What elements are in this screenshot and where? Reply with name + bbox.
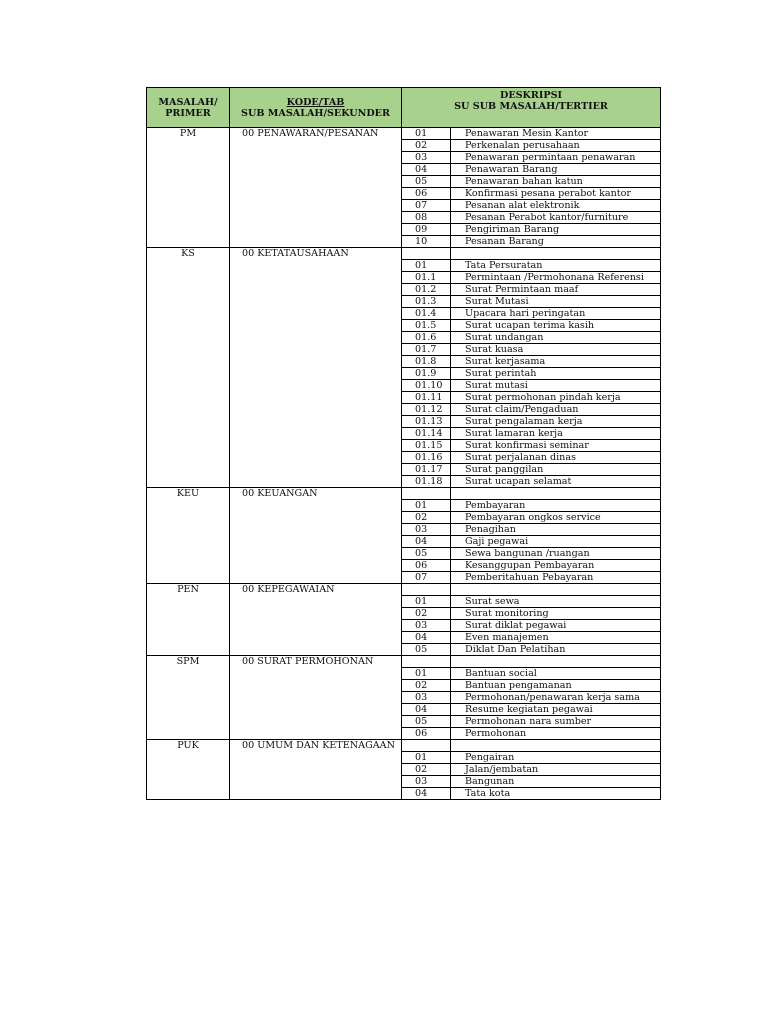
tertiary-code: 01.3 [402, 296, 451, 308]
tertiary-code: 01.4 [402, 308, 451, 320]
tertiary-description: Penawaran Mesin Kantor [451, 128, 661, 140]
tertiary-code: 03 [402, 692, 451, 704]
tertiary-code: 01 [402, 752, 451, 764]
tertiary-code: 06 [402, 560, 451, 572]
tertiary-description: Bantuan pengamanan [451, 680, 661, 692]
tertiary-code: 01.10 [402, 380, 451, 392]
tertiary-code: 01 [402, 260, 451, 272]
tertiary-code: 02 [402, 608, 451, 620]
tertiary-description: Penawaran Barang [451, 164, 661, 176]
table-row [147, 248, 661, 260]
secondary-category: 00 KEUANGAN [230, 488, 402, 584]
header-secondary-line1: KODE/TAB [286, 96, 345, 108]
tertiary-description: Bangunan [451, 776, 661, 788]
empty-code-cell [402, 740, 451, 752]
empty-description-cell [451, 740, 661, 752]
tertiary-description: Surat mutasi [451, 380, 661, 392]
secondary-category: 00 SURAT PERMOHONAN [230, 656, 402, 740]
empty-code-cell [402, 584, 451, 596]
tertiary-code: 01.14 [402, 428, 451, 440]
header-tertiary [402, 88, 661, 128]
tertiary-description: Permohonan nara sumber [451, 716, 661, 728]
tertiary-code: 03 [402, 776, 451, 788]
tertiary-code: 03 [402, 620, 451, 632]
tertiary-code: 01.13 [402, 416, 451, 428]
table-row [147, 128, 661, 140]
tertiary-description: Pengiriman Barang [451, 224, 661, 236]
tertiary-description: Bantuan social [451, 668, 661, 680]
header-primary [147, 88, 230, 128]
tertiary-description: Tata Persuratan [451, 260, 661, 272]
tertiary-code: 04 [402, 536, 451, 548]
tertiary-code: 10 [402, 236, 451, 248]
tertiary-description: Surat ucapan terima kasih [451, 320, 661, 332]
tertiary-code: 01.12 [402, 404, 451, 416]
tertiary-description: Penawaran permintaan penawaran [451, 152, 661, 164]
table-row [147, 740, 661, 752]
tertiary-code: 01.1 [402, 272, 451, 284]
header-secondary-line2: SUB MASALAH/SEKUNDER [241, 107, 390, 119]
tertiary-description: Perkenalan perusahaan [451, 140, 661, 152]
tertiary-code: 04 [402, 704, 451, 716]
tertiary-description: Pesanan alat elektronik [451, 200, 661, 212]
header-tertiary-line2: SU SUB MASALAH/TERTIER [454, 101, 608, 112]
primary-code: SPM [147, 656, 230, 740]
tertiary-description: Resume kegiatan pegawai [451, 704, 661, 716]
tertiary-description: Diklat Dan Pelatihan [451, 644, 661, 656]
tertiary-description: Permohonan [451, 728, 661, 740]
tertiary-description: Konfirmasi pesana perabot kantor [451, 188, 661, 200]
tertiary-description: Surat diklat pegawai [451, 620, 661, 632]
tertiary-code: 06 [402, 728, 451, 740]
tertiary-code: 01.18 [402, 476, 451, 488]
tertiary-description: Surat undangan [451, 332, 661, 344]
tertiary-code: 01.16 [402, 452, 451, 464]
tertiary-code: 01.9 [402, 368, 451, 380]
secondary-category: 00 UMUM DAN KETENAGAAN [230, 740, 402, 800]
tertiary-code: 01 [402, 596, 451, 608]
tertiary-code: 07 [402, 572, 451, 584]
tertiary-description: Penagihan [451, 524, 661, 536]
tertiary-description: Surat perintah [451, 368, 661, 380]
tertiary-code: 01.15 [402, 440, 451, 452]
tertiary-description: Permohonan/penawaran kerja sama [451, 692, 661, 704]
tertiary-description: Gaji pegawai [451, 536, 661, 548]
secondary-category: 00 PENAWARAN/PESANAN [230, 128, 402, 248]
tertiary-code: 04 [402, 632, 451, 644]
tertiary-description: Tata kota [451, 788, 661, 800]
header-primary-line2: PRIMER [165, 107, 211, 119]
empty-code-cell [402, 488, 451, 500]
tertiary-code: 01 [402, 668, 451, 680]
tertiary-code: 05 [402, 644, 451, 656]
tertiary-code: 01.5 [402, 320, 451, 332]
tertiary-description: Surat Mutasi [451, 296, 661, 308]
primary-code: KS [147, 248, 230, 488]
tertiary-description: Pembayaran ongkos service [451, 512, 661, 524]
tertiary-description: Surat perjalanan dinas [451, 452, 661, 464]
tertiary-description: Jalan/jembatan [451, 764, 661, 776]
tertiary-description: Penawaran bahan katun [451, 176, 661, 188]
empty-code-cell [402, 248, 451, 260]
tertiary-code: 02 [402, 764, 451, 776]
tertiary-description: Pembayaran [451, 500, 661, 512]
tertiary-code: 07 [402, 200, 451, 212]
tertiary-code: 01.8 [402, 356, 451, 368]
primary-code: KEU [147, 488, 230, 584]
tertiary-code: 01.2 [402, 284, 451, 296]
tertiary-code: 01.17 [402, 464, 451, 476]
tertiary-description: Surat sewa [451, 596, 661, 608]
tertiary-code: 02 [402, 140, 451, 152]
table-row [147, 488, 661, 500]
empty-description-cell [451, 488, 661, 500]
tertiary-description: Pemberitahuan Pebayaran [451, 572, 661, 584]
tertiary-code: 05 [402, 176, 451, 188]
tertiary-description: Surat pengalaman kerja [451, 416, 661, 428]
tertiary-description: Surat Permintaan maaf [451, 284, 661, 296]
tertiary-description: Surat kuasa [451, 344, 661, 356]
tertiary-code: 08 [402, 212, 451, 224]
tertiary-code: 09 [402, 224, 451, 236]
tertiary-code: 05 [402, 716, 451, 728]
primary-code: PUK [147, 740, 230, 800]
tertiary-code: 01.6 [402, 332, 451, 344]
tertiary-description: Surat panggilan [451, 464, 661, 476]
secondary-category: 00 KETATAUSAHAAN [230, 248, 402, 488]
empty-code-cell [402, 656, 451, 668]
tertiary-description: Permintaan /Permohonana Referensi [451, 272, 661, 284]
tertiary-code: 03 [402, 524, 451, 536]
tertiary-code: 01.11 [402, 392, 451, 404]
header-tertiary-line1: DESKRIPSI [500, 90, 562, 101]
tertiary-code: 01 [402, 500, 451, 512]
tertiary-code: 03 [402, 152, 451, 164]
header-secondary [230, 88, 402, 128]
tertiary-description: Pengairan [451, 752, 661, 764]
tertiary-code: 05 [402, 548, 451, 560]
empty-description-cell [451, 248, 661, 260]
tertiary-code: 02 [402, 512, 451, 524]
tertiary-description: Surat permohonan pindah kerja [451, 392, 661, 404]
classification-table [146, 87, 661, 800]
tertiary-description: Surat konfirmasi seminar [451, 440, 661, 452]
empty-description-cell [451, 584, 661, 596]
tertiary-description: Sewa bangunan /ruangan [451, 548, 661, 560]
tertiary-description: Pesanan Perabot kantor/furniture [451, 212, 661, 224]
header-primary-line1: MASALAH/ [158, 96, 218, 108]
primary-code: PEN [147, 584, 230, 656]
tertiary-code: 04 [402, 788, 451, 800]
tertiary-code: 01 [402, 128, 451, 140]
tertiary-description: Surat monitoring [451, 608, 661, 620]
header-row [147, 88, 661, 128]
primary-code: PM [147, 128, 230, 248]
secondary-category: 00 KEPEGAWAIAN [230, 584, 402, 656]
table-body [147, 128, 661, 800]
tertiary-description: Pesanan Barang [451, 236, 661, 248]
tertiary-code: 06 [402, 188, 451, 200]
tertiary-description: Upacara hari peringatan [451, 308, 661, 320]
tertiary-code: 01.7 [402, 344, 451, 356]
tertiary-description: Kesanggupan Pembayaran [451, 560, 661, 572]
tertiary-description: Surat lamaran kerja [451, 428, 661, 440]
tertiary-description: Surat kerjasama [451, 356, 661, 368]
table-row [147, 584, 661, 596]
table-row [147, 656, 661, 668]
tertiary-description: Surat ucapan selamat [451, 476, 661, 488]
tertiary-description: Even manajemen [451, 632, 661, 644]
tertiary-code: 02 [402, 680, 451, 692]
tertiary-description: Surat claim/Pengaduan [451, 404, 661, 416]
tertiary-code: 04 [402, 164, 451, 176]
empty-description-cell [451, 656, 661, 668]
